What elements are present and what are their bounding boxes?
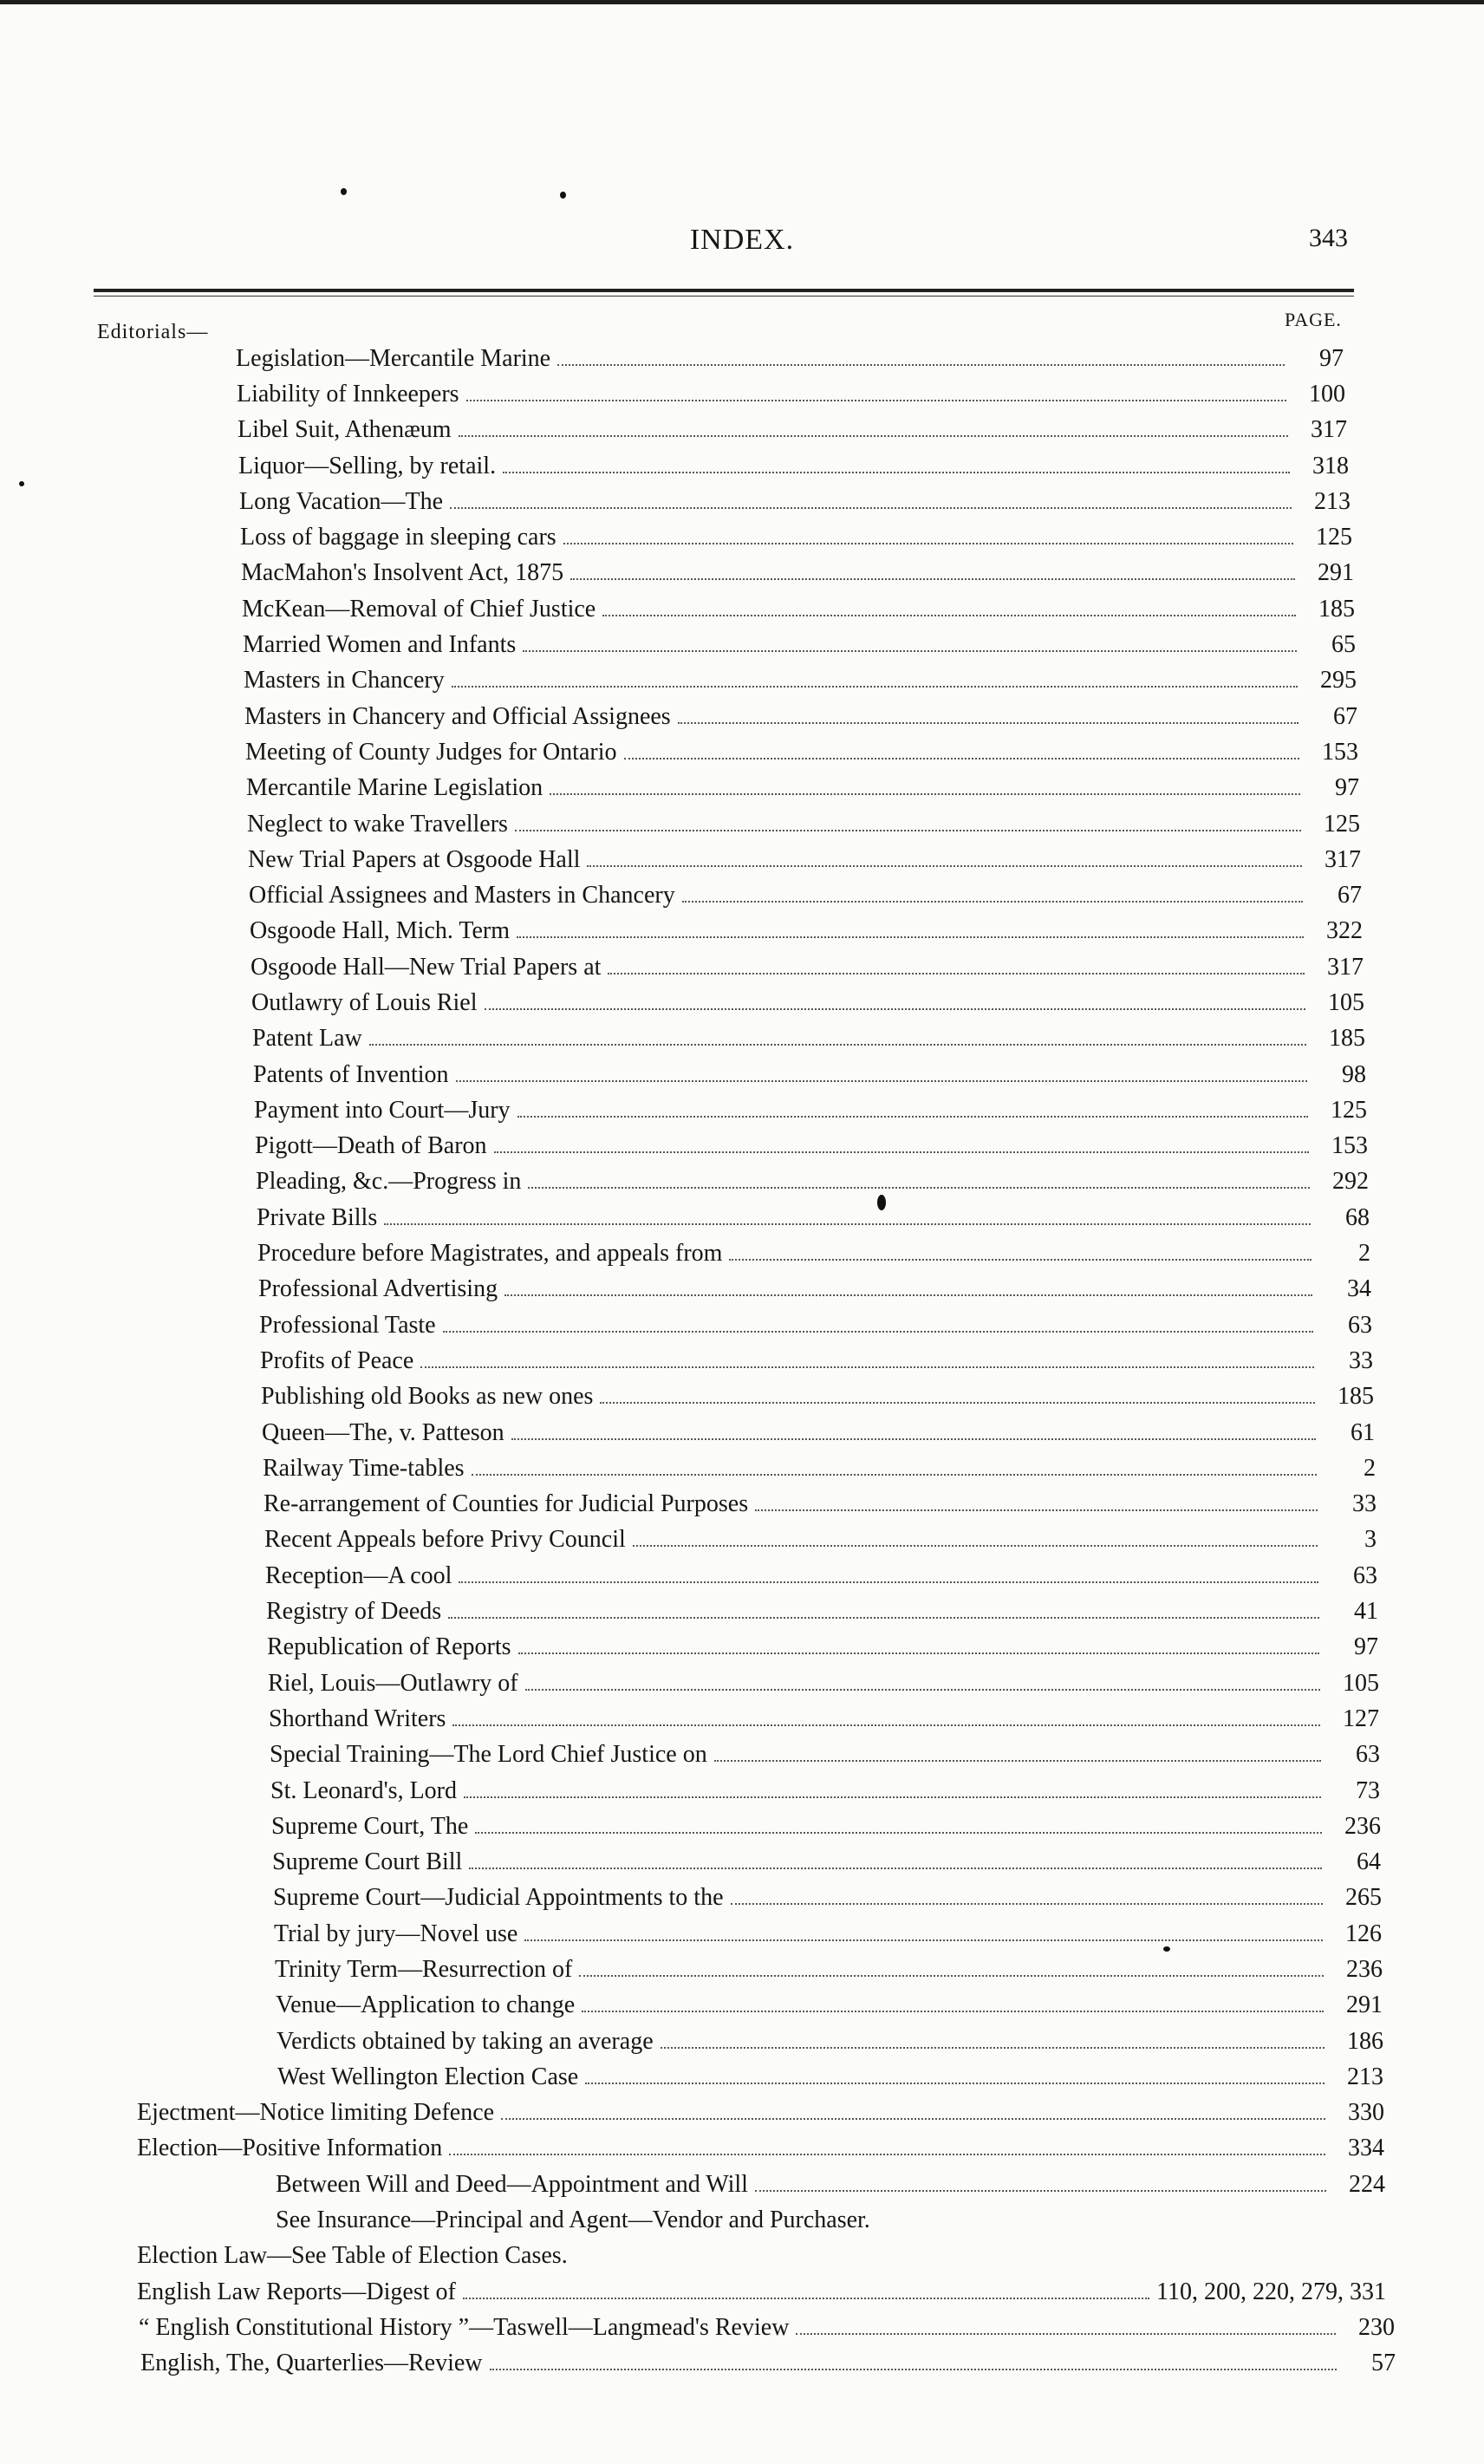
dot-leader [490, 2367, 1337, 2370]
entry-page: 295 [1320, 667, 1357, 694]
index-entry [0, 1092, 1484, 1128]
index-entry [0, 1665, 1484, 1701]
entry-page: 291 [1346, 1991, 1383, 2019]
index-entry [0, 2059, 1484, 2095]
entry-text: Long Vacation—The [239, 487, 444, 515]
entry-text: Legislation—Mercantile Marine [236, 344, 551, 372]
entry-text: Shorthand Writers [269, 1705, 446, 1732]
dot-leader [504, 1293, 1312, 1296]
entry-page: 61 [1351, 1418, 1375, 1446]
entry-text: See Insurance—Principal and Agent—Vendor and Purchaser. [276, 2207, 870, 2234]
entry-text: Re-arrangement of Counties for Judicial Purposes [264, 1490, 749, 1518]
index-entry [0, 2096, 1484, 2131]
index-entry [0, 877, 1484, 913]
entry-text: Republication of Reports [267, 1633, 511, 1661]
entry-page: 2 [1364, 1454, 1376, 1482]
index-entry [0, 2346, 1484, 2382]
index-entry [0, 949, 1484, 985]
dot-leader [608, 971, 1305, 975]
ink-speck [341, 188, 347, 195]
entry-page: 63 [1348, 1311, 1372, 1339]
entry-page: 41 [1354, 1598, 1378, 1626]
index-entry [0, 1343, 1484, 1379]
dot-leader [682, 899, 1303, 903]
dot-leader [517, 935, 1304, 938]
entry-page: 213 [1314, 487, 1351, 515]
entry-page: 213 [1347, 2063, 1383, 2090]
entry-text: Recent Appeals before Privy Council [264, 1526, 626, 1554]
index-entry [0, 1379, 1484, 1415]
index-entry [0, 1164, 1484, 1200]
index-entry [0, 376, 1484, 412]
entry-text: Railway Time-tables [263, 1454, 465, 1482]
entry-page: 236 [1346, 1956, 1383, 1983]
dot-leader [796, 2331, 1336, 2335]
index-entry [0, 627, 1484, 662]
entry-text: Professional Taste [259, 1311, 436, 1339]
entry-page: 125 [1324, 810, 1360, 838]
entry-text: Supreme Court Bill [272, 1848, 463, 1876]
index-entry [0, 699, 1484, 734]
dot-leader [449, 2152, 1325, 2155]
entry-page: 67 [1338, 882, 1362, 909]
index-entry [0, 1916, 1484, 1952]
page-number: 343 [1309, 224, 1348, 252]
entry-text: Verdicts obtained by taking an average [277, 2027, 654, 2055]
entry-page: 105 [1328, 988, 1364, 1016]
index-entry [0, 1235, 1484, 1271]
index-entry [0, 484, 1484, 519]
index-entry [0, 519, 1484, 555]
dot-leader [602, 613, 1296, 616]
dot-leader [485, 1007, 1305, 1010]
dot-leader [466, 398, 1286, 401]
entry-text: Osgoode Hall, Mich. Term [250, 917, 511, 945]
dot-leader [448, 1615, 1319, 1619]
dot-leader [501, 2116, 1325, 2120]
dot-leader [661, 2045, 1325, 2049]
dot-leader [515, 828, 1301, 831]
dot-leader [450, 505, 1292, 509]
index-entry [0, 1630, 1484, 1665]
dot-leader [755, 1508, 1318, 1511]
entry-page: 125 [1331, 1096, 1367, 1124]
entry-text: Patents of Invention [253, 1060, 449, 1088]
dot-leader [579, 1973, 1324, 1977]
dot-leader [714, 1758, 1321, 1762]
dot-leader [469, 1866, 1322, 1869]
index-entry [0, 1809, 1484, 1844]
entry-text: Trial by jury—Novel use [274, 1920, 518, 1947]
entry-text: Neglect to wake Travellers [247, 810, 508, 838]
entry-text: Special Training—The Lord Chief Justice on [270, 1741, 707, 1769]
entry-page: 334 [1348, 2135, 1384, 2162]
entry-page: 185 [1338, 1383, 1374, 1411]
entry-text: Loss of baggage in sleeping cars [240, 524, 556, 551]
entry-text: Professional Advertising [258, 1275, 498, 1303]
index-entry [0, 1844, 1484, 1880]
entry-text: Meeting of County Judges for Ontario [245, 738, 617, 766]
dot-leader [518, 1651, 1319, 1654]
index-entry [0, 1129, 1484, 1164]
index-entry [0, 1450, 1484, 1486]
dot-leader [575, 2260, 1326, 2262]
entry-page: 291 [1318, 559, 1354, 587]
entry-page: 224 [1349, 2170, 1385, 2198]
entry-page: 68 [1345, 1203, 1370, 1231]
index-entry [0, 1057, 1484, 1092]
entry-page: 236 [1344, 1812, 1381, 1840]
index-entry [0, 1558, 1484, 1594]
entry-page: 265 [1345, 1884, 1382, 1912]
dot-leader [729, 1257, 1312, 1261]
entry-page: 98 [1342, 1060, 1366, 1088]
entry-page: 100 [1309, 380, 1345, 407]
entry-page: 105 [1343, 1669, 1379, 1697]
entry-text: English, The, Quarterlies—Review [140, 2350, 483, 2377]
entry-text: Supreme Court—Judicial Appointments to the [273, 1884, 724, 1912]
entry-page: 318 [1312, 452, 1349, 479]
entry-text: Payment into Court—Jury [254, 1096, 511, 1124]
index-entry [0, 1701, 1484, 1737]
index-entry [0, 341, 1484, 376]
index-entry [0, 1737, 1484, 1773]
entry-text: Procedure before Magistrates, and appeals from [257, 1240, 723, 1268]
page-column-label: PAGE. [1285, 309, 1342, 330]
entry-page: 2 [1358, 1240, 1370, 1268]
dot-leader [587, 864, 1302, 867]
index-entry [0, 1415, 1484, 1450]
entry-page: 97 [1335, 774, 1359, 802]
entry-text: Publishing old Books as new ones [261, 1383, 594, 1411]
index-entry [0, 985, 1484, 1020]
entry-text: Pigott—Death of Baron [255, 1132, 487, 1160]
entry-text: Trinity Term—Resurrection of [275, 1956, 573, 1983]
entry-text: Election—Positive Information [137, 2135, 443, 2162]
index-entry [0, 734, 1484, 770]
dot-leader [443, 1329, 1313, 1333]
dot-leader [550, 792, 1300, 795]
dot-leader [452, 684, 1298, 688]
entry-text: Riel, Louis—Outlawry of [268, 1669, 518, 1697]
dot-leader [475, 1830, 1322, 1834]
dot-leader [472, 1472, 1317, 1476]
index-entry [0, 1988, 1484, 2024]
dot-leader [523, 649, 1297, 652]
page-top-edge [0, 0, 1484, 4]
index-entry [0, 914, 1484, 949]
index-entry [0, 1773, 1484, 1809]
dot-leader [420, 1365, 1314, 1368]
entry-text: Between Will and Deed—Appointment and Will [276, 2170, 748, 2198]
index-entry [0, 556, 1484, 591]
index-entry [0, 2167, 1484, 2202]
dot-leader [633, 1543, 1318, 1547]
dot-leader [524, 1938, 1323, 1941]
entry-page: 153 [1331, 1132, 1368, 1160]
entry-text: Private Bills [257, 1203, 378, 1231]
dot-leader [582, 2009, 1324, 2012]
entry-page: 322 [1326, 917, 1363, 945]
entry-text: Pleading, &c.—Progress in [256, 1168, 522, 1196]
entry-page: 330 [1348, 2099, 1384, 2127]
entry-text: Masters in Chancery [244, 667, 445, 694]
header-rule-thin [94, 296, 1354, 297]
index-entry [0, 2274, 1484, 2310]
entry-text: Outlawry of Louis Riel [251, 988, 478, 1016]
entry-text: MacMahon's Insolvent Act, 1875 [241, 559, 564, 587]
entry-text: Masters in Chancery and Official Assignees [244, 702, 671, 730]
entry-text: Registry of Deeds [266, 1598, 442, 1626]
entry-text: Official Assignees and Masters in Chancery [249, 882, 675, 909]
entry-text: Liability of Innkeepers [237, 380, 459, 407]
index-entry [0, 2131, 1484, 2167]
dot-leader [464, 1795, 1321, 1798]
entry-text: West Wellington Election Case [277, 2063, 579, 2090]
entry-page: 153 [1322, 738, 1358, 766]
index-entry [0, 1200, 1484, 1235]
entry-page: 230 [1358, 2313, 1395, 2341]
index-entry [0, 1881, 1484, 1916]
entry-text: Election Law—See Table of Election Cases. [137, 2242, 568, 2270]
entry-page: 64 [1357, 1848, 1381, 1876]
dot-leader [585, 2081, 1325, 2084]
entry-text: Queen—The, v. Patteson [262, 1418, 504, 1446]
index-entry [0, 2239, 1484, 2274]
dot-leader [528, 1185, 1310, 1189]
dot-leader [503, 470, 1290, 473]
dot-leader [624, 756, 1300, 759]
entry-page: 33 [1349, 1346, 1373, 1374]
entry-text: Venue—Application to change [276, 1991, 576, 2019]
dot-leader [731, 1901, 1323, 1905]
entry-page: 317 [1327, 953, 1364, 981]
index-entry [0, 448, 1484, 484]
entry-page: 3 [1364, 1526, 1377, 1554]
entry-page: 33 [1352, 1490, 1377, 1518]
entry-page: 65 [1331, 631, 1356, 659]
dot-leader [463, 2296, 1149, 2299]
entry-page: 97 [1319, 344, 1344, 372]
page-title: INDEX. [689, 224, 795, 256]
dot-leader [459, 433, 1288, 437]
entry-page: 317 [1311, 416, 1347, 444]
entry-page: 127 [1343, 1705, 1379, 1732]
dot-leader [456, 1079, 1307, 1082]
index-entry [0, 1272, 1484, 1307]
entry-page: 125 [1316, 524, 1352, 551]
index-entry [0, 2024, 1484, 2059]
dot-leader [517, 1114, 1308, 1118]
index-entry [0, 591, 1484, 627]
entry-page: 34 [1347, 1275, 1371, 1303]
entry-text: Mercantile Marine Legislation [246, 774, 543, 802]
entry-page: 97 [1354, 1633, 1378, 1661]
header-rule [94, 289, 1354, 292]
dot-leader [600, 1400, 1315, 1404]
dot-leader [459, 1580, 1318, 1583]
entry-text: Libel Suit, Athenæum [238, 416, 452, 444]
index-entry [0, 771, 1484, 806]
dot-leader [494, 1150, 1309, 1153]
index-entry [0, 842, 1484, 877]
entry-text: English Law Reports—Digest of [137, 2278, 456, 2305]
index-entry [0, 1522, 1484, 1558]
entry-text: Profits of Peace [260, 1346, 414, 1374]
dot-leader [877, 2225, 1326, 2226]
entry-text: Osgoode Hall—New Trial Papers at [251, 953, 602, 981]
entry-text: Married Women and Infants [243, 631, 517, 659]
index-entry [0, 1952, 1484, 1987]
index-entry [0, 2202, 1484, 2238]
dot-leader [369, 1042, 1306, 1046]
index-entries [0, 341, 1484, 2382]
entry-text: Reception—A cool [265, 1561, 452, 1589]
index-entry [0, 413, 1484, 448]
entry-page: 292 [1332, 1168, 1369, 1196]
index-entry [0, 2310, 1484, 2345]
index-entry [0, 806, 1484, 842]
entry-text: Liquor—Selling, by retail. [238, 452, 497, 479]
entry-page: 67 [1333, 702, 1357, 730]
entry-page: 73 [1356, 1776, 1380, 1804]
entry-page: 185 [1329, 1025, 1365, 1053]
dot-leader [570, 577, 1295, 580]
index-entry [0, 1307, 1484, 1343]
entry-text: Patent Law [252, 1025, 362, 1053]
section-label: Editorials— [97, 321, 209, 343]
entry-page: 317 [1325, 845, 1361, 873]
entry-text: Ejectment—Notice limiting Defence [137, 2099, 495, 2127]
dot-leader [525, 1687, 1320, 1691]
entry-page: 126 [1345, 1920, 1382, 1947]
entry-page: 110, 200, 220, 279, 331 [1156, 2278, 1386, 2305]
index-entry [0, 1487, 1484, 1522]
ink-speck [560, 192, 566, 199]
index-entry [0, 1021, 1484, 1057]
entry-page: 57 [1371, 2350, 1396, 2377]
index-entry [0, 663, 1484, 699]
dot-leader [452, 1723, 1320, 1726]
entry-text: St. Leonard's, Lord [270, 1776, 458, 1804]
entry-page: 63 [1356, 1741, 1380, 1769]
entry-page: 186 [1347, 2027, 1383, 2055]
dot-leader [678, 720, 1298, 724]
entry-text: McKean—Removal of Chief Justice [242, 595, 596, 623]
entry-text: “ English Constitutional History ”—Taswell—Langmead's Review [139, 2313, 790, 2341]
index-entry [0, 1594, 1484, 1629]
dot-leader [384, 1222, 1311, 1225]
dot-leader [511, 1437, 1316, 1440]
entry-text: Supreme Court, The [271, 1812, 469, 1840]
entry-page: 185 [1318, 595, 1355, 623]
entry-page: 63 [1353, 1561, 1377, 1589]
dot-leader [557, 362, 1285, 366]
dot-leader [755, 2188, 1326, 2192]
entry-text: New Trial Papers at Osgoode Hall [248, 845, 581, 873]
dot-leader [563, 541, 1293, 544]
